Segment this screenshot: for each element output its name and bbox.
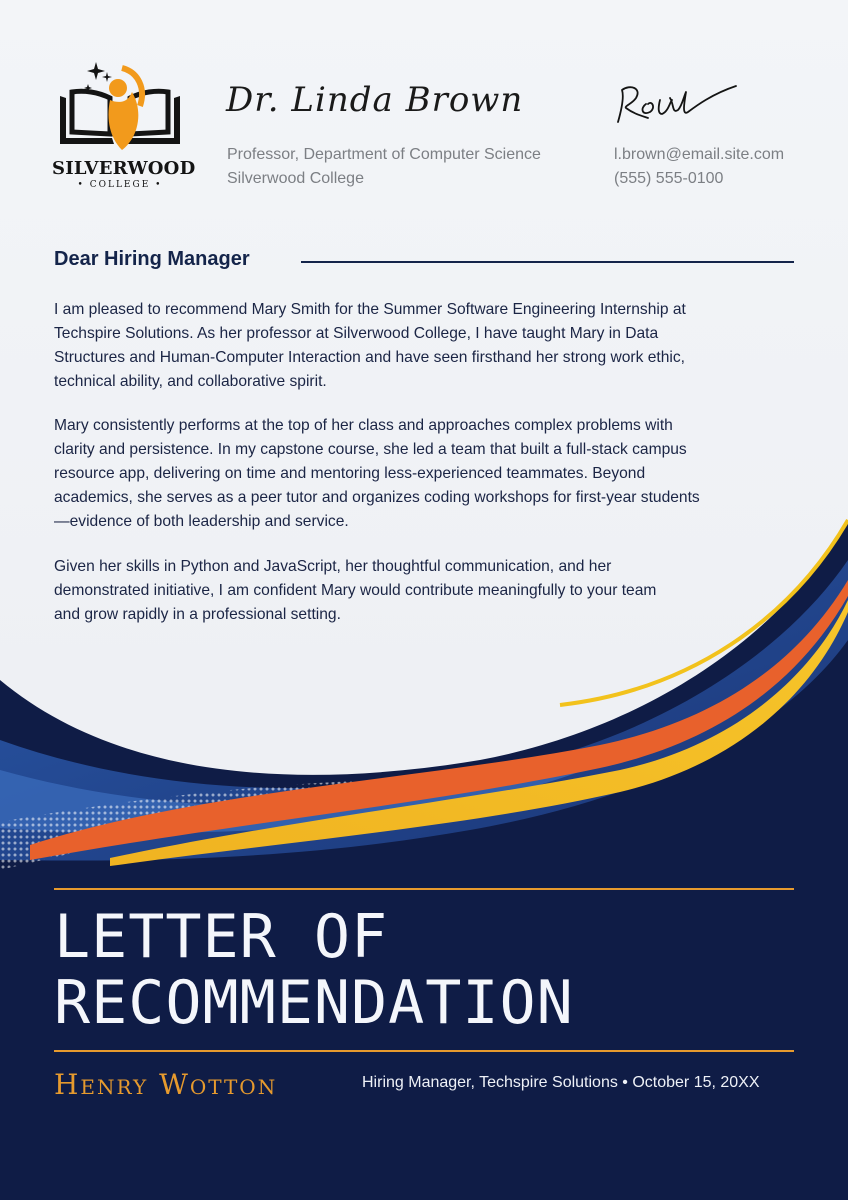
paragraph-line: technical ability, and collaborative spirit. <box>54 373 327 390</box>
sender-phone[interactable]: (555) 555-0100 <box>614 170 724 187</box>
paragraph-line: and grow rapidly in a professional setting. <box>54 606 341 623</box>
salutation-divider <box>301 261 794 263</box>
title-line-1: LETTER OF <box>54 902 389 972</box>
paragraph-line: I am pleased to recommend Mary Smith for the Summer Software Engineering Internship at <box>54 301 686 318</box>
paragraph-line: —evidence of both leadership and service. <box>54 513 349 530</box>
paragraph-line: Mary consistently performs at the top of her class and approaches complex problems with <box>54 417 673 434</box>
signature-image <box>612 78 742 132</box>
logo-subtitle: • COLLEGE • <box>77 180 163 190</box>
sender-title: Professor, Department of Computer Science <box>227 146 541 163</box>
book-figure-icon <box>52 58 188 158</box>
paragraph-line: resource app, delivering on time and mentoring less-experienced teammates. Beyond <box>54 465 646 482</box>
sender-institution: Silverwood College <box>227 170 364 187</box>
paragraph-1 <box>54 298 764 394</box>
recipient-meta: Hiring Manager, Techspire Solutions • October 15, 20XX <box>362 1074 760 1091</box>
paragraph-line: demonstrated initiative, I am confident Mary would contribute meaningfully to your team <box>54 582 657 599</box>
recipient-name: Henry Wotton <box>54 1068 278 1101</box>
sender-name: Dr. Linda Brown <box>226 80 524 120</box>
logo-name: SILVERWOOD <box>52 158 196 179</box>
sender-email[interactable]: l.brown@email.site.com <box>614 146 785 163</box>
footer-top-rule <box>54 888 794 890</box>
paragraph-line: academics, she serves as a peer tutor and organizes coding workshops for first-year students <box>54 489 700 506</box>
paragraph-line: clarity and persistence. In my capstone course, she led a team that built a full-stack campus <box>54 441 687 458</box>
paragraph-3 <box>54 555 764 627</box>
paragraph-line: Structures and Human-Computer Interaction and have seen firsthand her strong work ethic, <box>54 349 686 366</box>
paragraph-line: Techspire Solutions. As her professor at Silverwood College, I have taught Mary in Data <box>54 325 659 342</box>
title-line-2: RECOMMENDATION <box>54 968 574 1038</box>
college-logo <box>52 58 196 196</box>
footer-bottom-rule <box>54 1050 794 1052</box>
salutation: Dear Hiring Manager <box>54 248 250 270</box>
document-title <box>54 904 794 1036</box>
paragraph-2 <box>54 414 764 534</box>
paragraph-line: Given her skills in Python and JavaScript, her thoughtful communication, and her <box>54 558 612 575</box>
